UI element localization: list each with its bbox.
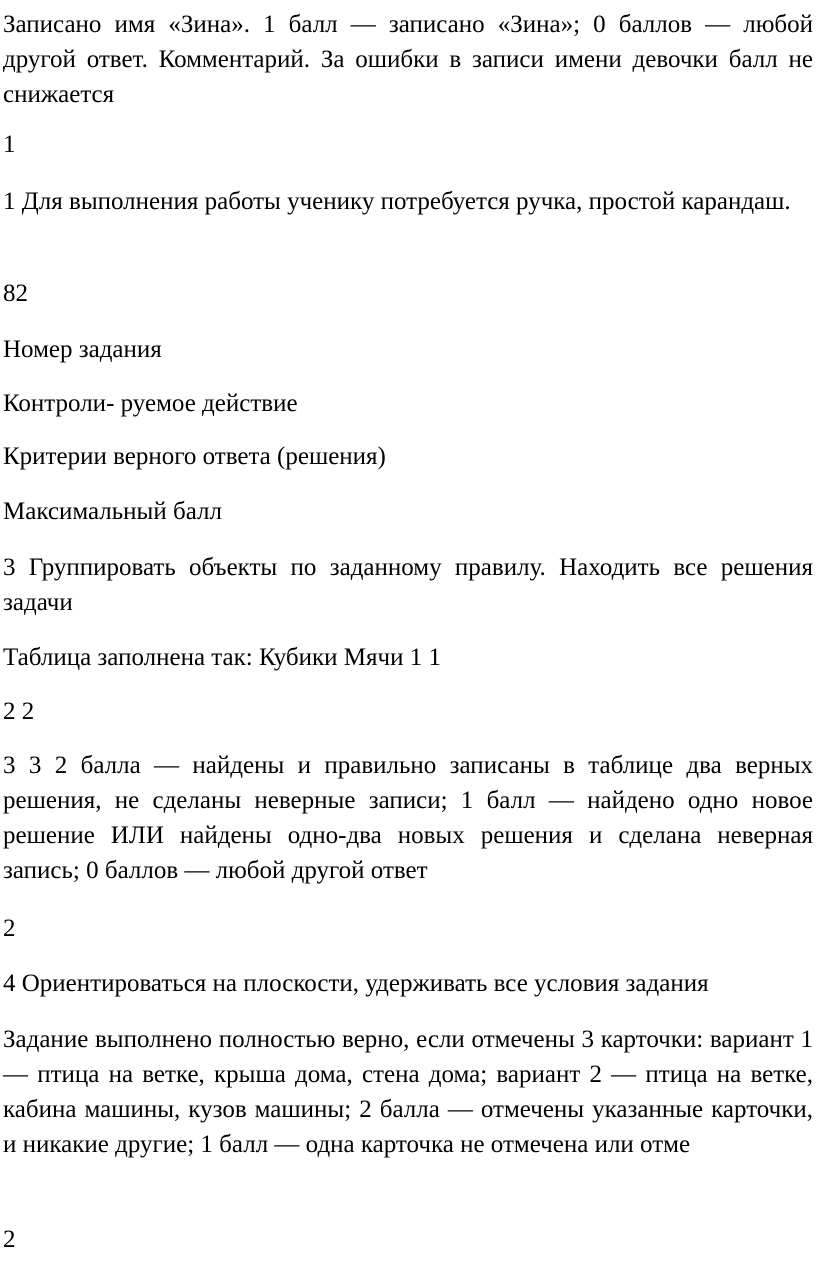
paragraph-page-number: 82 — [3, 280, 28, 307]
table-header-max-score: Максимальный балл — [3, 498, 222, 525]
paragraph-score-1: 1 — [3, 131, 16, 158]
paragraph-task-3-max-score: 2 — [3, 915, 16, 942]
paragraph-task-4-max-score: 2 — [3, 1226, 16, 1253]
table-header-criteria: Критерии верного ответа (решения) — [3, 443, 386, 470]
paragraph-answer-criteria-zina: Записано имя «Зина». 1 балл — записано «Зина»; 0 баллов — любой другой ответ. Комментарий. За ошибки в записи имени девочки балл не снижается — [3, 11, 813, 108]
paragraph-materials-note: 1 Для выполнения работы ученику потребуется ручка, простой карандаш. — [3, 188, 791, 215]
paragraph-task-3-table: Таблица заполнена так: Кубики Мячи 1 1 — [3, 644, 441, 671]
paragraph-task-3-criteria: 3 3 2 балла — найдены и правильно записаны в таблице два верных решения, не сделаны неверные записи; 1 балл — найдено одно новое решение ИЛИ найдены одно-два новых решения и сделана неверная запись; 0 баллов — любой другой ответ — [3, 752, 813, 884]
paragraph-task-4-action: 4 Ориентироваться на плоскости, удерживать все условия задания — [3, 970, 709, 997]
paragraph-task-4-criteria: Задание выполнено полностью верно, если отмечены 3 карточки: вариант 1 — птица на ветке, крыша дома, стена дома; вариант 2 — птица на ветке, кабина машины, кузов машины; 2 балла — отмечены указанные карточки, и никакие другие; 1 балл — одна карточка не отмечена или отме — [3, 1026, 813, 1158]
table-header-task-number: Номер задания — [3, 336, 162, 363]
paragraph-task-3-action: 3 Группировать объекты по заданному правилу. Находить все решения задачи — [3, 554, 813, 616]
paragraph-task-3-table-row: 2 2 — [3, 698, 35, 725]
table-header-controlled-action: Контроли- руемое действие — [3, 390, 298, 417]
